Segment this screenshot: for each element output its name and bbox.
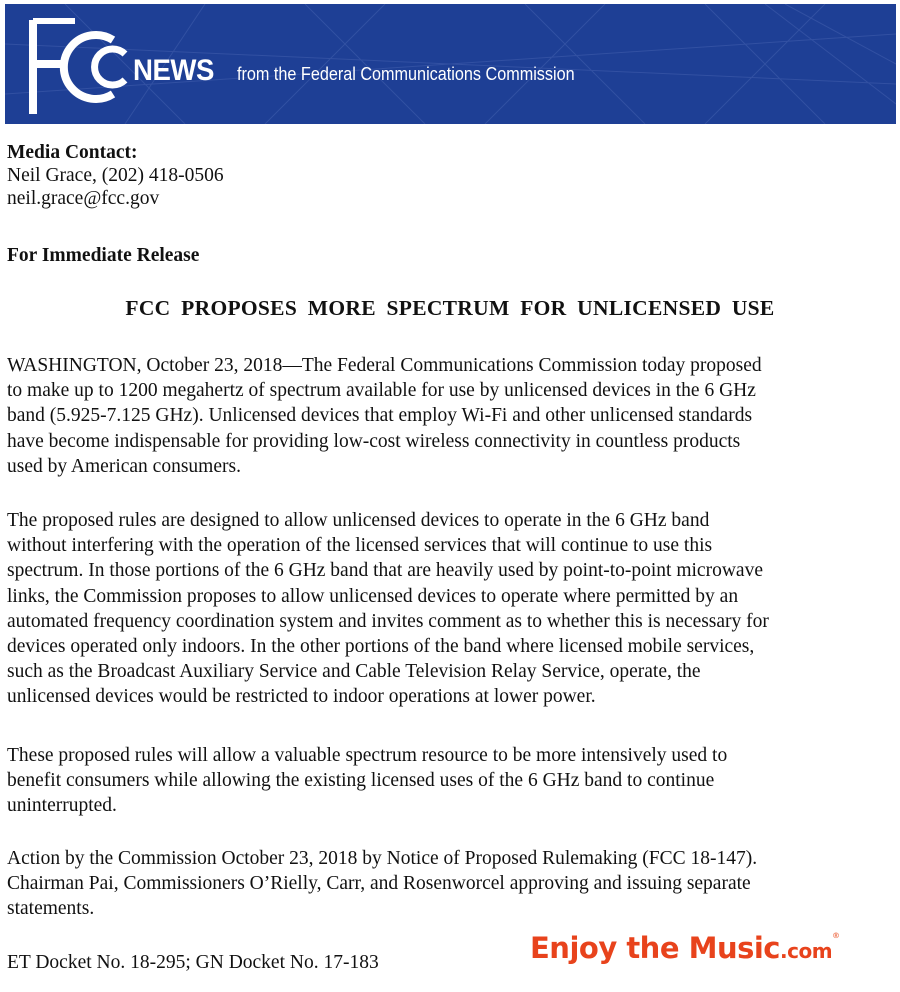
- paragraph-line: such as the Broadcast Auxiliary Service and Cable Television Relay Service, operate, the: [7, 661, 701, 683]
- paragraph-line: without interfering with the operation of the licensed services that will continue to use this: [7, 535, 713, 557]
- watermark-main: Enjoy the Music: [530, 931, 780, 965]
- paragraph-line: WASHINGTON, October 23, 2018—The Federal Communications Commission today proposed: [7, 355, 762, 376]
- paragraph-line: band (5.925-7.125 GHz). Unlicensed devices that employ Wi-Fi and other unlicensed standards: [7, 405, 753, 427]
- paragraph-line: have become indispensable for providing low-cost wireless connectivity in countless products: [7, 430, 741, 452]
- paragraph-line: automated frequency coordination system and invites comment as to whether this is necessary for: [7, 610, 769, 632]
- paragraph-line: devices operated only indoors. In the other portions of the band where licensed mobile services,: [7, 635, 755, 657]
- paragraph-line: Chairman Pai, Commissioners O’Rielly, Carr, and Rosenworcel approving and issuing separate: [7, 873, 751, 895]
- contact-name-phone: Neil Grace, (202) 418-0506: [7, 165, 224, 186]
- media-contact-heading: Media Contact:: [7, 142, 138, 163]
- banner-subtitle: from the Federal Communications Commission: [237, 64, 575, 84]
- paragraph-line: benefit consumers while allowing the existing licensed uses of the 6 GHz band to continue: [7, 770, 715, 792]
- paragraph-1: [7, 353, 762, 479]
- enjoy-the-music-watermark: [530, 931, 840, 965]
- news-label: NEWS: [133, 54, 214, 87]
- media-contact: [7, 141, 224, 210]
- paragraph-line: The proposed rules are designed to allow unlicensed devices to operate in the 6 GHz band: [7, 510, 710, 531]
- watermark-suffix: .com: [780, 939, 833, 963]
- watermark-registered: ®: [832, 931, 840, 940]
- paragraph-2: [7, 508, 769, 710]
- paragraph-3: [7, 743, 727, 819]
- paragraph-line: ET Docket No. 18-295; GN Docket No. 17-183: [7, 952, 379, 973]
- fcc-news-banner: [5, 4, 896, 124]
- paragraph-4: [7, 846, 757, 922]
- press-release-title: FCC PROPOSES MORE SPECTRUM FOR UNLICENSED USE: [125, 296, 775, 320]
- paragraph-line: spectrum. In those portions of the 6 GHz band that are heavily used by point-to-point microwave: [7, 560, 763, 582]
- paragraph-line: used by American consumers.: [7, 455, 241, 477]
- release-label: For Immediate Release: [7, 245, 200, 266]
- paragraph-line: unlicensed devices would be restricted to indoor operations at lower power.: [7, 686, 596, 708]
- docket-numbers: [7, 950, 379, 975]
- fcc-logo: [25, 18, 135, 118]
- paragraph-line: These proposed rules will allow a valuable spectrum resource to be more intensively used to: [7, 745, 728, 766]
- paragraph-line: Action by the Commission October 23, 2018 by Notice of Proposed Rulemaking (FCC 18-147).: [7, 848, 758, 869]
- paragraph-line: links, the Commission proposes to allow unlicensed devices to operate where permitted by an: [7, 585, 739, 607]
- paragraph-line: to make up to 1200 megahertz of spectrum available for use by unlicensed devices in the 6 GHz: [7, 380, 756, 402]
- paragraph-line: uninterrupted.: [7, 795, 117, 817]
- contact-email[interactable]: neil.grace@fcc.gov: [7, 188, 160, 209]
- paragraph-line: statements.: [7, 898, 95, 920]
